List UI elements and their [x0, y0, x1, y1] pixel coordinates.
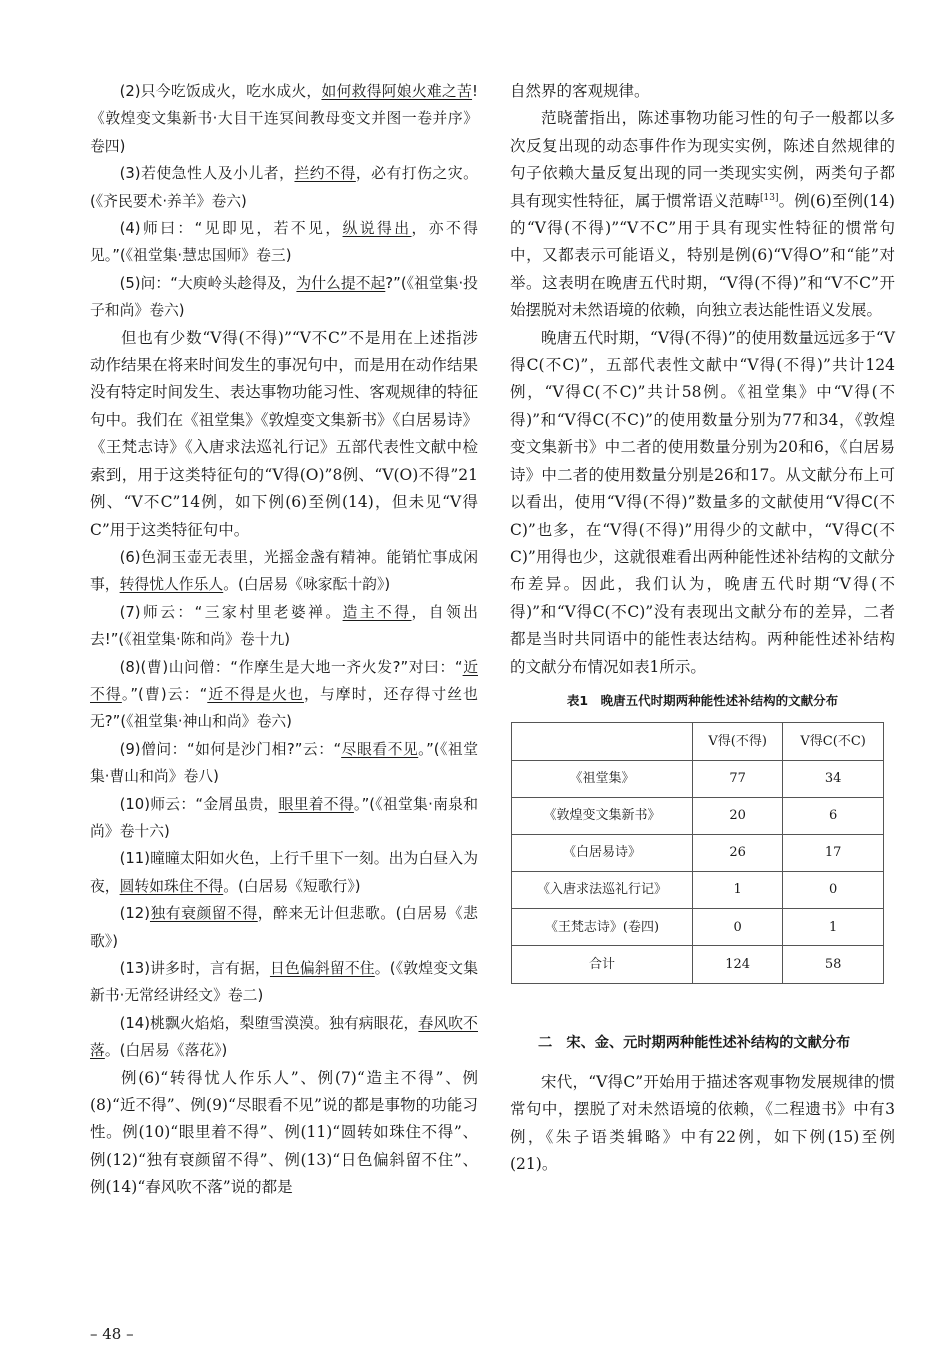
table-cell: 58: [783, 946, 884, 983]
citation-ref: [13]: [759, 192, 779, 203]
table-cell: 《白居易诗》: [512, 834, 693, 871]
example-14: (14)桃飘火焰焰，梨堕雪漠漠。独有病眼花，春风吹不落。(白居易《落花》): [90, 1014, 478, 1060]
table-cell: 34: [783, 760, 884, 797]
table-row: [512, 909, 884, 946]
table-cell: 0: [783, 872, 884, 909]
body-paragraph: 晚唐五代时期，“V得(不得)”的使用数量远远多于“V得C(不C)”，五部代表性文献中“V得(不得)”共计124例，“V得C(不C)”共计58例。《祖堂集》中“V得(不得)”和“V得C(不C)”的使用数量分别为77和34，《敦煌变文集新书》中二者的使用数量分别为20和6，《白居易诗》中二者的使用数量分别是26和17。从文献分布上可以看出，使用“V得(不得)”数量多的文献使用“V得C(不C)”也多，在“V得(不得)”用得少的文献中，“V得C(不C)”用得也少，这就很难看出两种能性述补结构的文献分布差异。因此，我们认为，晚唐五代时期“V得(不得)”和“V得C(不C)”没有表现出文献分布的差异，二者都是当时共同语中的能性表达结构。两种能性述补结构的文献分布情况如表1所示。: [510, 328, 895, 676]
table-header-cell: V得C(不C): [783, 723, 884, 760]
table-cell: 0: [693, 909, 783, 946]
page-number: – 48 –: [90, 1325, 134, 1343]
table-total-row: [512, 946, 884, 983]
left-column: [90, 78, 478, 1202]
table-cell: 合计: [512, 946, 693, 983]
example-2: (2)只今吃饭成火，吃水成火，如何救得阿娘火难之苦!《敦煌变文集新书·大目干连冥间教母变文并图一卷并序》卷四): [90, 83, 478, 155]
body-paragraph: 宋代，“V得C”开始用于描述客观事物发展规律的惯常句中，摆脱了对未然语境的依赖，《二程遗书》中有3例，《朱子语类辑略》中有22例，如下例(15)至例(21)。: [510, 1073, 895, 1174]
table-caption: 表1 晚唐五代时期两种能性述补结构的文献分布: [566, 692, 839, 708]
right-column: [510, 78, 895, 1179]
table-cell: 6: [783, 797, 884, 834]
table-cell: 《敦煌变文集新书》: [512, 797, 693, 834]
example-3: (3)若使急性人及小儿者，拦约不得，必有打伤之灾。(《齐民要术·养羊》卷六): [90, 165, 478, 210]
table-row: [512, 797, 884, 834]
example-9: (9)僧问：“如何是沙门相?”云：“尽眼看不见。”(《祖堂集·曹山和尚》卷八): [90, 740, 478, 786]
example-5: (5)问：“大庾岭头趁得及，为什么提不起?”(《祖堂集·投子和尚》卷六): [90, 274, 478, 320]
table-cell: 1: [693, 872, 783, 909]
table-cell: 124: [693, 946, 783, 983]
table-header-cell: [512, 723, 693, 760]
example-13: (13)讲多时，言有据，日色偏斜留不住。(《敦煌变文集新书·无常经讲经文》卷二): [90, 960, 478, 1005]
body-paragraph: 范晓蕾指出，陈述事物功能习性的句子一般都以多次反复出现的动态事件作为现实实例，陈述自然规律的句子依赖大量反复出现的同一类现实实例，两类句子都具有现实性特征，属于惯常语义范畴[13]。例(6)至例(14)的“V得(不得)”“V不C”用于具有现实性特征的惯常句中，又都表示可能语义，特别是例(6)“V得O”和“能”对举。这表明在晚唐五代时期，“V得(不得)”和“V不C”开始摆脱对未然语境的依赖，向独立表达能性语义发展。: [510, 109, 895, 320]
body-paragraph: 例(6)“转得忧人作乐人”、例(7)“造主不得”、例(8)“近不得”、例(9)“尽眼看不见”说的都是事物的功能习性。例(10)“眼里着不得”、例(11)“圆转如珠住不得”、例(12)“独有衰颜留不得”、例(13)“日色偏斜留不住”、例(14)“春风吹不落”说的都是: [90, 1068, 478, 1197]
table-cell: 《入唐求法巡礼行记》: [512, 872, 693, 909]
example-10: (10)师云：“金屑虽贵，眼里着不得。”(《祖堂集·南泉和尚》卷十六): [90, 795, 478, 840]
table-header-row: [512, 723, 884, 760]
table-cell: 77: [693, 760, 783, 797]
example-6: (6)色洞玉壶无表里，光摇金盏有精神。能销忙事成闲事，转得忧人作乐人。(白居易《咏家酝十韵》): [90, 548, 478, 594]
table-cell: 《王梵志诗》(卷四): [512, 909, 693, 946]
table-cell: 1: [783, 909, 884, 946]
table-cell: 26: [693, 834, 783, 871]
example-4: (4)师曰：“见即见，若不见，纵说得出，亦不得见。”(《祖堂集·慧忠国师》卷三): [90, 220, 478, 265]
table-cell: 20: [693, 797, 783, 834]
table-row: [512, 834, 884, 871]
example-12: (12)独有衰颜留不得，醉来无计但悲歌。(白居易《悲歌》): [90, 905, 478, 950]
example-11: (11)曈曈太阳如火色，上行千里下一刻。出为白昼入为夜，圆转如珠住不得。(白居易《短歌行》): [90, 850, 478, 895]
table-cell: 17: [783, 834, 884, 871]
section-heading: 二 宋、金、元时期两种能性述补结构的文献分布: [538, 1034, 851, 1051]
example-7: (7)师云：“三家村里老婆禅。造主不得，自领出去!”(《祖堂集·陈和尚》卷十九): [90, 603, 478, 649]
distribution-table: [511, 722, 884, 983]
table-row: [512, 872, 884, 909]
body-paragraph: 但也有少数“V得(不得)”“V不C”不是用在上述指涉动作结果在将来时间发生的事况句中，而是用在动作结果没有特定时间发生、表达事物功能习性、客观规律的特征句中。我们在《祖堂集》《敦煌变文集新书》《白居易诗》《王梵志诗》《入唐求法巡礼行记》五部代表性文献中检索到，用于这类特征句的“V得(O)”8例、“V(O)不得”21例、“V不C”14例，如下例(6)至例(14)，但未见“V得C”用于这类特征句中。: [90, 328, 478, 539]
table-cell: 《祖堂集》: [512, 760, 693, 797]
table-row: [512, 760, 884, 797]
continued-text: 自然界的客观规律。: [510, 82, 650, 100]
table-header-cell: V得(不得): [693, 723, 783, 760]
example-8: (8)(曹)山问僧：“作摩生是大地一齐火发?”对曰：“近不得。”(曹)云：“近不得是火也，与摩时，还存得寸丝也无?”(《祖堂集·神山和尚》卷六): [90, 658, 478, 731]
